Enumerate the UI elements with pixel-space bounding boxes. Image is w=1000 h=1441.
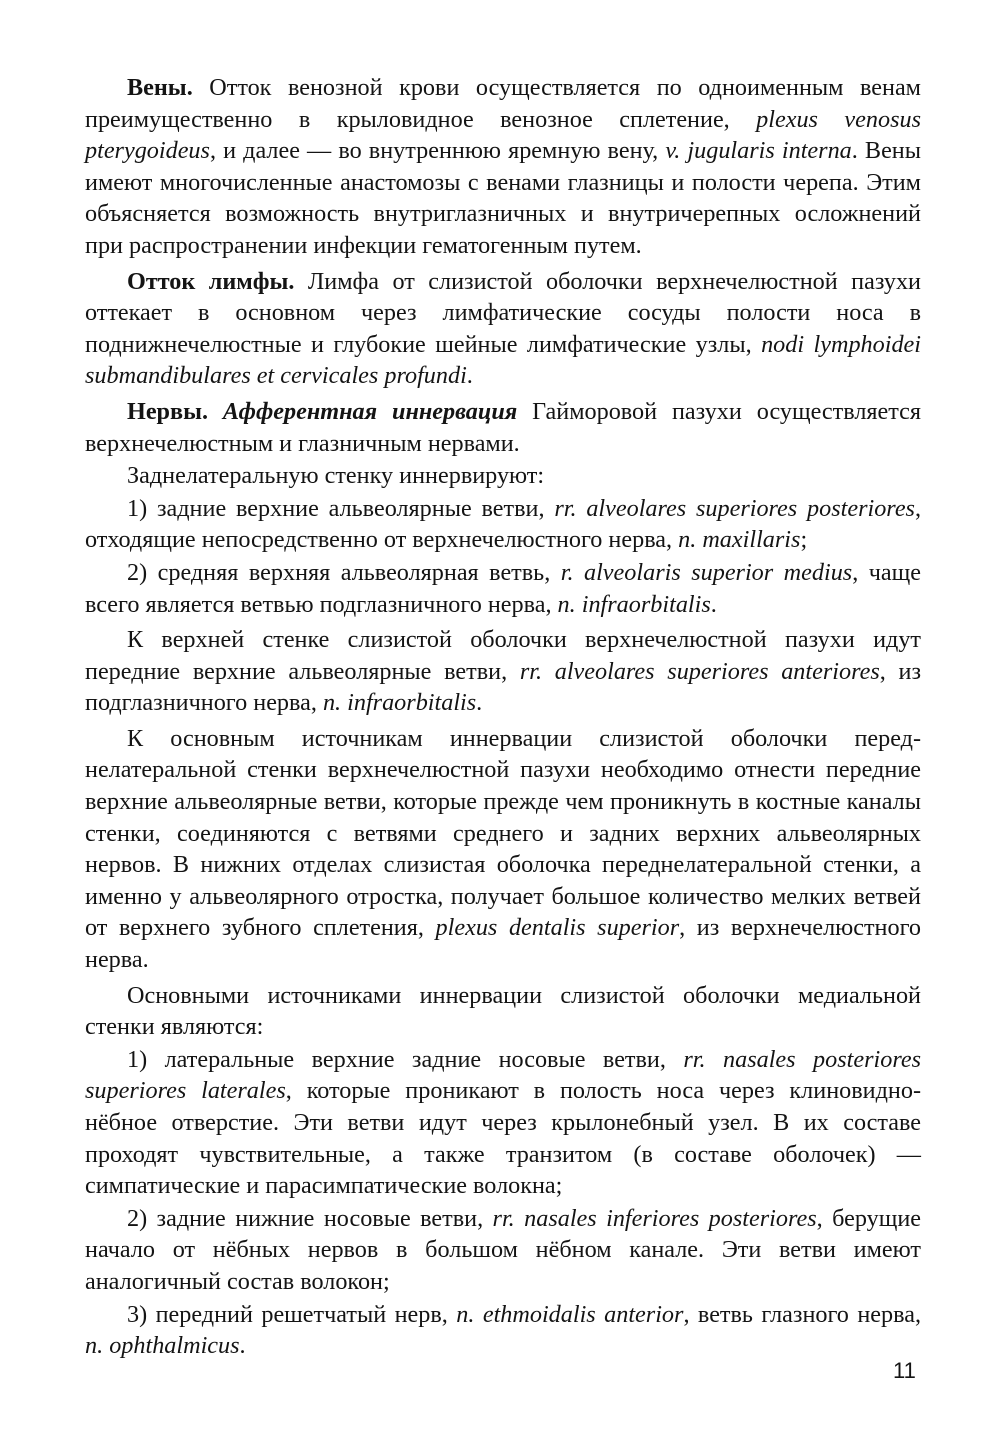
list-item [85,1299,921,1362]
heading-nerves: Нервы. [127,397,208,425]
heading-veins: Вены. [127,74,193,101]
paragraph-veins [85,72,921,262]
latin-term: n. ophthalmicus [85,1332,240,1360]
text: . [239,1332,246,1360]
text: Отток венозной крови осуществляется по одноименным венам преимущественно в крыловидное венозное сплетение, [85,74,921,133]
latin-term: n. ethmoidalis anterior [456,1300,684,1328]
latin-term: r. alveolaris superior medius [560,558,853,586]
latin-term: nodi lymphoidei submandibulares et cervicales profundi [85,330,921,390]
text: Основными источниками иннервации слизистой оболочки медиальной стенки являются: [85,981,921,1041]
text: , и далее — во внутреннюю яремную вену, [209,137,666,165]
text: 1) латеральные верхние задние носовые ветви, [127,1045,684,1073]
text: , чаще всего является ветвью подглазничного нерва, [85,558,921,618]
list-item [85,557,921,620]
latin-term: n. infraorbitalis [322,689,477,717]
text: К верхней стенке слизистой оболочки верхнечелюстной пазухи идут передние верхние альвеолярные ветви, [85,626,921,685]
text: 2) средняя верхняя альвеолярная ветвь, [127,558,561,586]
page-body [85,72,921,1363]
paragraph-upper-wall [85,624,921,719]
text: Заднелатеральную стенку иннервируют: [127,462,545,490]
text: . [466,362,473,390]
subheading-afferent: Афферентная иннервация [222,397,518,425]
text: , из верхнечелюстного нерва. [85,914,921,974]
latin-term: rr. alveolares superiores anteriores [519,657,880,685]
text: 1) задние верхние альвеолярные ветви, [127,494,555,522]
text: К основным источникам иннервации слизистой оболочки переднелатеральной стенки верхнечелюстной пазухи необходимо отнести передние верхние альвеолярные ветви, которые прежде чем проникнуть в костные каналы стенки, соединяются с ветвями среднего и задних верхних альвеолярных нервов. В нижних отделах слизистая оболочка переднелатеральной стенки, а именно у альвеолярного отростка, получает большое количество мелких ветвей от верхнего зубного сплетения, [85,724,921,942]
paragraph-medial-intro [85,980,921,1043]
paragraph-anterolateral [85,723,921,976]
text: . Вены имеют многочисленные анастомозы с венами глазницы и полости черепа. Этим объясняется возможность внутриглазничных и внутричерепных осложнений при распространении инфекции гематогенным путем. [85,137,921,259]
text: . [710,590,717,618]
paragraph-lymph [85,266,921,392]
paragraph-nerves [85,396,921,459]
latin-term: rr. nasales inferiores posteriores [492,1204,817,1232]
text: ; [800,526,808,554]
list-item [85,1203,921,1298]
list-item [85,493,921,556]
latin-term: n. infraorbitalis [557,590,711,618]
latin-term: rr. nasales posteriores superiores laterales [85,1045,921,1105]
text: . [476,689,483,717]
latin-term: n. maxillaris [678,526,801,554]
page-number: 11 [893,1358,916,1383]
text: , которые проникают в полость носа через клиновидно-нёбное отверстие. Эти ветви идут через крылонебный узел. В их составе проходят чувствительные, а также транзитом (в составе оболочек) — симпатические и парасимпатические волокна; [85,1077,921,1200]
text: Лимфа от слизистой оболочки верхнечелюстной пазухи оттекает в основном через лимфатические сосуды полости носа в поднижнечелюстные и глубокие шейные лимфатические узлы, [85,267,922,358]
latin-term: plexus dentalis superior [435,914,680,942]
text: , берущие начало от нёбных нервов в большом нёбном канале. Эти ветви имеют аналогичный состав волокон; [85,1204,921,1295]
text: 2) задние нижние носовые ветви, [127,1204,493,1232]
text: , ветвь глазного нерва, [683,1300,921,1328]
latin-term: plexus venosus pterygoideus [85,105,921,165]
latin-term: rr. alveolares superiores posteriores [554,494,915,522]
latin-term: v. jugularis interna [665,137,852,165]
heading-lymph: Отток лимфы. [127,267,295,295]
text: , из подглазничного нерва, [85,657,922,717]
list-item [85,1044,921,1202]
paragraph-posterolateral-intro [85,460,921,492]
text: 3) передний решетчатый нерв, [127,1300,457,1328]
text: , отходящие непосредственно от верхнечелюстного нерва, [85,494,922,554]
text: Гайморовой пазухи осуществляется верхнечелюстным и глазничным нервами. [85,397,921,457]
